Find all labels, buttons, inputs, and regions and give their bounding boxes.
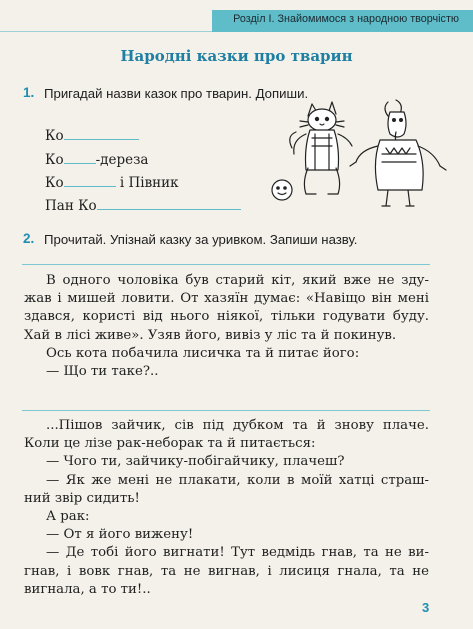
fill-line-3 bbox=[45, 173, 179, 191]
answer-blank[interactable] bbox=[97, 196, 241, 210]
answer-line[interactable] bbox=[22, 264, 430, 265]
excerpt-paragraph: В одного чоловіка був старий кіт, який вже не здужав і мишей ловити. От хазяїн думає: «Навіщо він мені здався, користі від нього ніякої, тільки годувати буду. Хай в лісі живе». Узяв його, вивіз у ліс та й покинув. bbox=[24, 273, 429, 343]
answer-line[interactable] bbox=[22, 410, 430, 411]
excerpt-1 bbox=[24, 272, 429, 381]
excerpt-paragraph: ...Пішов зайчик, сів під дубком та й знову плаче. Коли це лізе рак-неборак та й питається: bbox=[24, 418, 429, 452]
section-header bbox=[212, 10, 473, 32]
fill-prefix: Ко bbox=[45, 152, 64, 168]
answer-blank[interactable] bbox=[64, 126, 139, 140]
excerpt-2 bbox=[24, 417, 429, 599]
excerpt-paragraph: Ось кота побачила лисичка та й питає його: bbox=[46, 345, 360, 361]
excerpt-paragraph: — Чого ти, зайчику-побігайчику, плачеш? bbox=[46, 454, 345, 470]
excerpt-paragraph: — Де тобі його вигнати! Тут ведмідь гнав, та не вигнав, і вовк гнав, та не вигнав, і лисиця гнала, та не вигнала, а то ти!.. bbox=[24, 545, 429, 597]
page-title: Народні казки про тварин bbox=[120, 47, 353, 65]
cat-and-goat-illustration bbox=[268, 98, 458, 210]
fill-line-4 bbox=[45, 196, 241, 214]
fill-line-1 bbox=[45, 126, 139, 144]
excerpt-paragraph: — Що ти таке?.. bbox=[46, 364, 159, 380]
task-1-text: Пригадай назви казок про тварин. Допиши. bbox=[44, 86, 309, 101]
fill-suffix: і Півник bbox=[119, 175, 179, 191]
header-divider bbox=[0, 31, 473, 32]
answer-blank[interactable] bbox=[64, 150, 96, 164]
excerpt-paragraph: А рак: bbox=[46, 509, 90, 525]
fill-prefix: Пан Ко bbox=[45, 198, 97, 214]
answer-blank[interactable] bbox=[64, 173, 116, 187]
page-number: 3 bbox=[422, 600, 430, 615]
excerpt-paragraph: — От я його вижену! bbox=[46, 527, 194, 543]
excerpt-paragraph: — Як же мені не плакати, коли в моїй хатці страшний звір сидить! bbox=[24, 472, 429, 506]
section-title: Розділ I. Знайомимося з народною творчістю bbox=[233, 13, 459, 25]
fill-suffix: -дереза bbox=[95, 152, 149, 168]
fill-prefix: Ко bbox=[45, 128, 64, 144]
task-1-number: 1. bbox=[23, 85, 35, 100]
fill-line-2 bbox=[45, 150, 148, 168]
task-2-number: 2. bbox=[23, 231, 35, 246]
task-2-text: Прочитай. Упізнай казку за уривком. Запиши назву. bbox=[44, 232, 358, 247]
fill-prefix: Ко bbox=[45, 175, 64, 191]
